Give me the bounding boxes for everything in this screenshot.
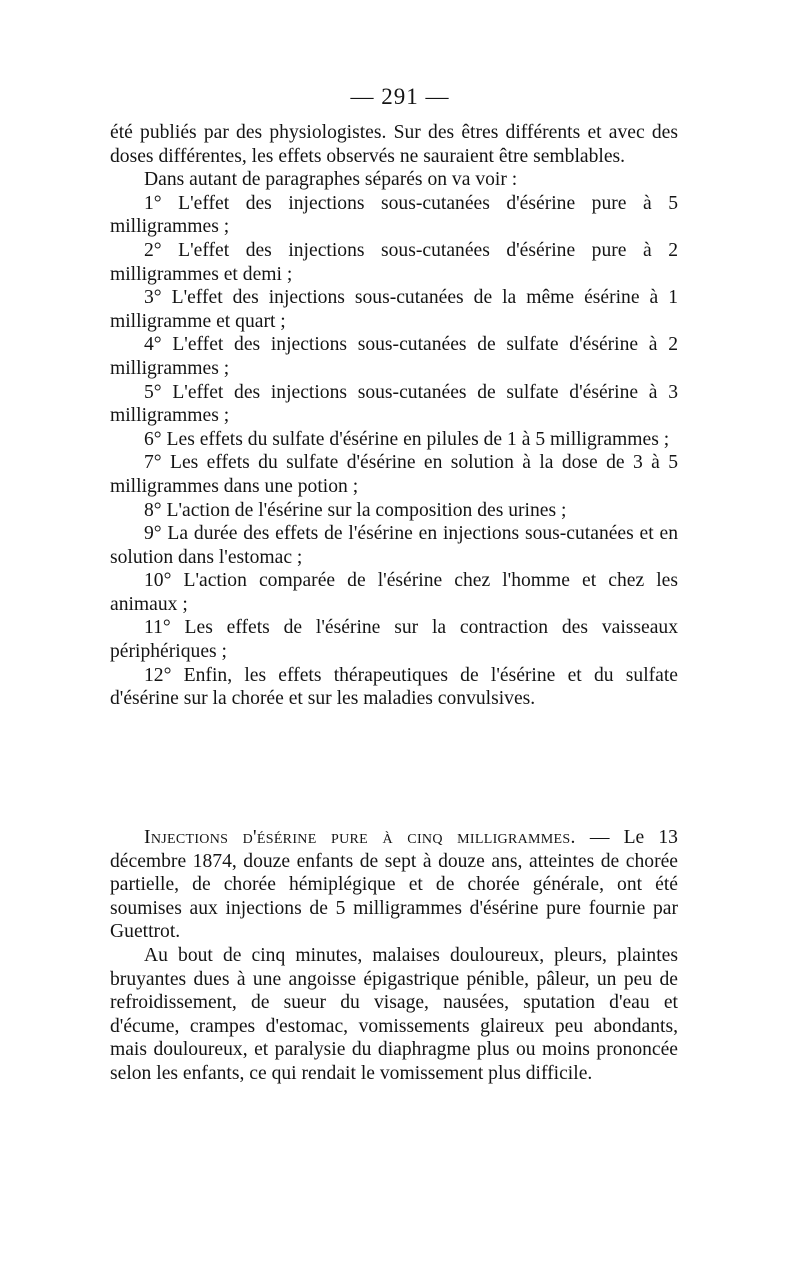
paragraph-intro: Dans autant de paragraphes séparés on va voir : [144, 169, 518, 191]
list-item-9: 9° La durée des effets de l'ésérine en injections sous-cutanées et en solution dans l'estomac ; [110, 523, 678, 568]
list-item-11: 11° Les effets de l'ésérine sur la contraction des vaisseaux périphériques ; [110, 617, 678, 663]
body-text-top [110, 121, 678, 711]
body-text-section [110, 826, 678, 1086]
list-item-10: 10° L'action comparée de l'ésérine chez l'homme et chez les animaux ; [110, 570, 678, 615]
list-item-4: 4° L'effet des injections sous-cutanées de sulfate d'ésérine à 2 milligrammes ; [110, 334, 678, 379]
section-heading: Injections d'ésérine pure à cinq milligrammes. [144, 827, 576, 848]
paragraph-continuation: été publiés par des physiologistes. Sur des êtres différents et avec des doses différentes, les effets observés ne sauraient être semblables. [110, 122, 678, 167]
list-item-8: 8° L'action de l'ésérine sur la composition des urines ; [144, 499, 567, 521]
list-item-5: 5° L'effet des injections sous-cutanées de sulfate d'ésérine à 3 milligrammes ; [110, 381, 678, 427]
list-item-3: 3° L'effet des injections sous-cutanées de la même ésérine à 1 milligramme et quart ; [110, 287, 678, 332]
list-item-6: 6° Les effets du sulfate d'ésérine en pilules de 1 à 5 milligrammes ; [144, 428, 670, 450]
section-heading-text: — Le 13 décembre 1874, douze enfants de sept à douze ans, atteintes de chorée partielle, de chorée hémiplégique et de chorée générale, ont été soumises aux injections de 5 milligrammes d'ésérine pure fournie par Guettrot. [110, 827, 678, 943]
list-item-2: 2° L'effet des injections sous-cutanées d'ésérine pure à 2 milligrammes et demi ; [110, 239, 678, 285]
section-paragraph-1 [110, 826, 678, 944]
section-paragraph-2: Au bout de cinq minutes, malaises douloureux, pleurs, plaintes bruyantes dues à une angoisse épigastrique pénible, pâleur, un peu de refroidissement, de sueur du visage, nausées, sputation d'eau et d'écume, crampes d'estomac, vomissements glaireux peu abondants, mais douloureux, et paralysie du diaphragme plus ou moins prononcée selon les enfants, ce qui rendait le vomissement plus difficile. [110, 944, 678, 1084]
page-number: — 291 — [350, 84, 450, 109]
list-item-7: 7° Les effets du sulfate d'ésérine en solution à la dose de 3 à 5 milligrammes dans une potion ; [110, 452, 678, 497]
list-item-1: 1° L'effet des injections sous-cutanées d'ésérine pure à 5 milligrammes ; [110, 192, 678, 238]
list-item-12: 12° Enfin, les effets thérapeutiques de l'ésérine et du sulfate d'ésérine sur la chorée et sur les maladies convulsives. [110, 664, 678, 710]
